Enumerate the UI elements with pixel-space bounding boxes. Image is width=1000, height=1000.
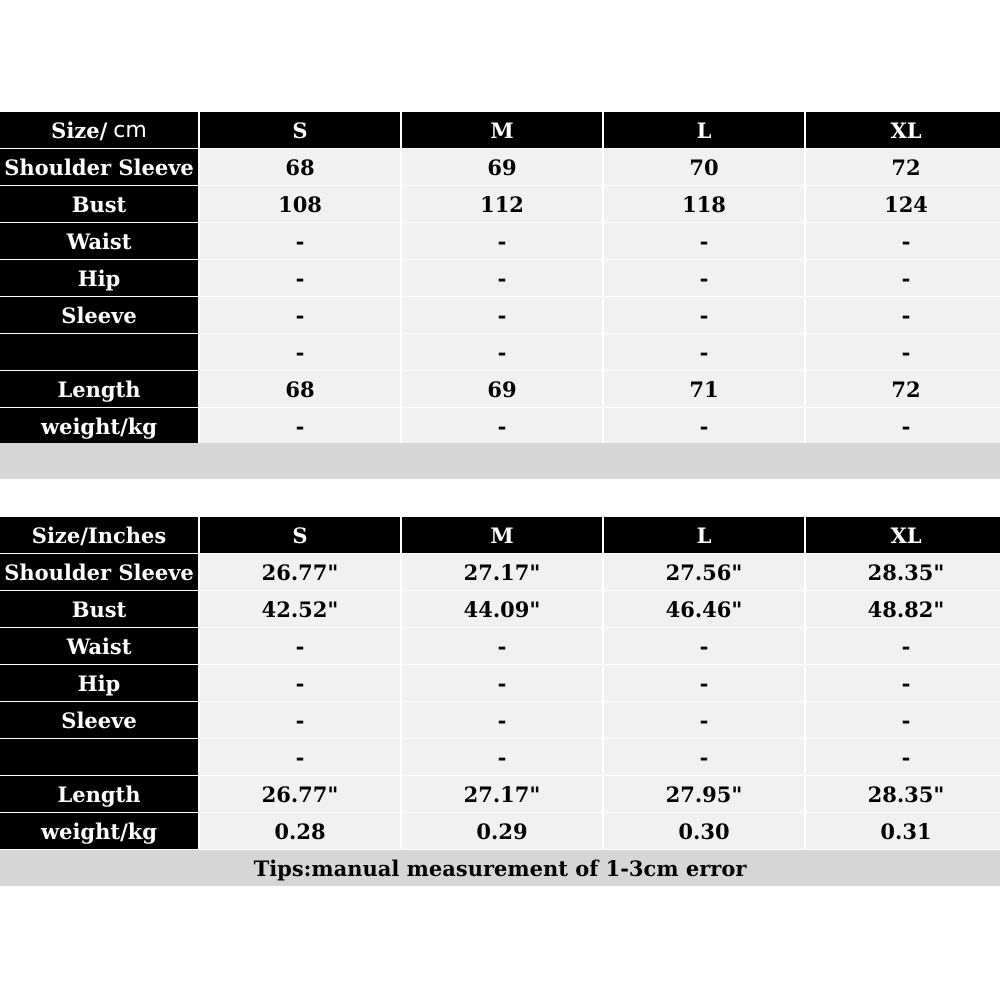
value-cell: 124 [806,186,1000,222]
row-label: Shoulder Sleeve [0,554,198,590]
value-cell: - [200,665,400,701]
value-cell: - [200,297,400,333]
value-cell: - [402,334,602,370]
value-cell: 48.82" [806,591,1000,627]
value-cell: 70 [604,149,804,185]
size-unit: cm [113,117,147,143]
size-header-m: M [402,517,602,553]
value-cell: - [200,739,400,775]
size-unit-header [0,112,198,148]
value-cell: - [604,297,804,333]
size-prefix: Size/ [51,117,108,143]
value-cell: 27.17" [402,554,602,590]
row-label: Bust [0,591,198,627]
value-cell: 69 [402,371,602,407]
value-cell: 0.29 [402,813,602,849]
value-cell: 26.77" [200,776,400,812]
value-cell: - [604,223,804,259]
row-label: Bust [0,186,198,222]
size-header-l: L [604,112,804,148]
value-cell: 71 [604,371,804,407]
value-cell: 0.30 [604,813,804,849]
size-header-s: S [200,112,400,148]
tips-band [0,850,1000,886]
row-label [0,334,198,370]
size-table-inches [0,517,1000,849]
value-cell: 28.35" [806,776,1000,812]
tips-text: Tips:manual measurement of 1-3cm error [253,855,747,881]
row-label: weight/kg [0,408,198,444]
value-cell: - [806,665,1000,701]
value-cell: - [806,628,1000,664]
value-cell: 69 [402,149,602,185]
value-cell: - [402,223,602,259]
value-cell: - [806,702,1000,738]
value-cell: - [806,297,1000,333]
value-cell: - [604,665,804,701]
value-cell: - [806,408,1000,444]
row-label: weight/kg [0,813,198,849]
value-cell: 27.95" [604,776,804,812]
row-label: Length [0,371,198,407]
value-cell: 118 [604,186,804,222]
row-label: Sleeve [0,702,198,738]
separator-band [0,443,1000,479]
value-cell: 112 [402,186,602,222]
value-cell: 108 [200,186,400,222]
value-cell: 28.35" [806,554,1000,590]
value-cell: - [402,408,602,444]
value-cell: - [402,702,602,738]
value-cell: - [200,702,400,738]
value-cell: - [402,665,602,701]
value-cell: - [402,739,602,775]
value-cell: 68 [200,149,400,185]
row-label: Length [0,776,198,812]
row-label: Hip [0,665,198,701]
value-cell: 0.28 [200,813,400,849]
value-cell: - [604,628,804,664]
value-cell: - [402,628,602,664]
value-cell: 72 [806,149,1000,185]
value-cell: 0.31 [806,813,1000,849]
value-cell: - [604,408,804,444]
value-cell: - [806,334,1000,370]
size-unit-header: Size/Inches [0,517,198,553]
row-label [0,739,198,775]
value-cell: - [604,334,804,370]
size-header-xl: XL [806,517,1000,553]
value-cell: 42.52" [200,591,400,627]
value-cell: - [200,260,400,296]
value-cell: 44.09" [402,591,602,627]
value-cell: 27.56" [604,554,804,590]
row-label: Sleeve [0,297,198,333]
row-label: Shoulder Sleeve [0,149,198,185]
size-table-cm [0,112,1000,444]
row-label: Hip [0,260,198,296]
value-cell: 72 [806,371,1000,407]
value-cell: - [402,260,602,296]
value-cell: - [806,739,1000,775]
value-cell: - [604,260,804,296]
value-cell: - [200,334,400,370]
value-cell: - [200,628,400,664]
row-label: Waist [0,223,198,259]
value-cell: - [604,702,804,738]
value-cell: 26.77" [200,554,400,590]
value-cell: 68 [200,371,400,407]
row-label: Waist [0,628,198,664]
value-cell: 46.46" [604,591,804,627]
value-cell: - [806,223,1000,259]
value-cell: - [200,408,400,444]
size-header-m: M [402,112,602,148]
value-cell: - [604,739,804,775]
value-cell: - [806,260,1000,296]
value-cell: - [200,223,400,259]
size-header-l: L [604,517,804,553]
value-cell: 27.17" [402,776,602,812]
size-header-s: S [200,517,400,553]
value-cell: - [402,297,602,333]
size-header-xl: XL [806,112,1000,148]
